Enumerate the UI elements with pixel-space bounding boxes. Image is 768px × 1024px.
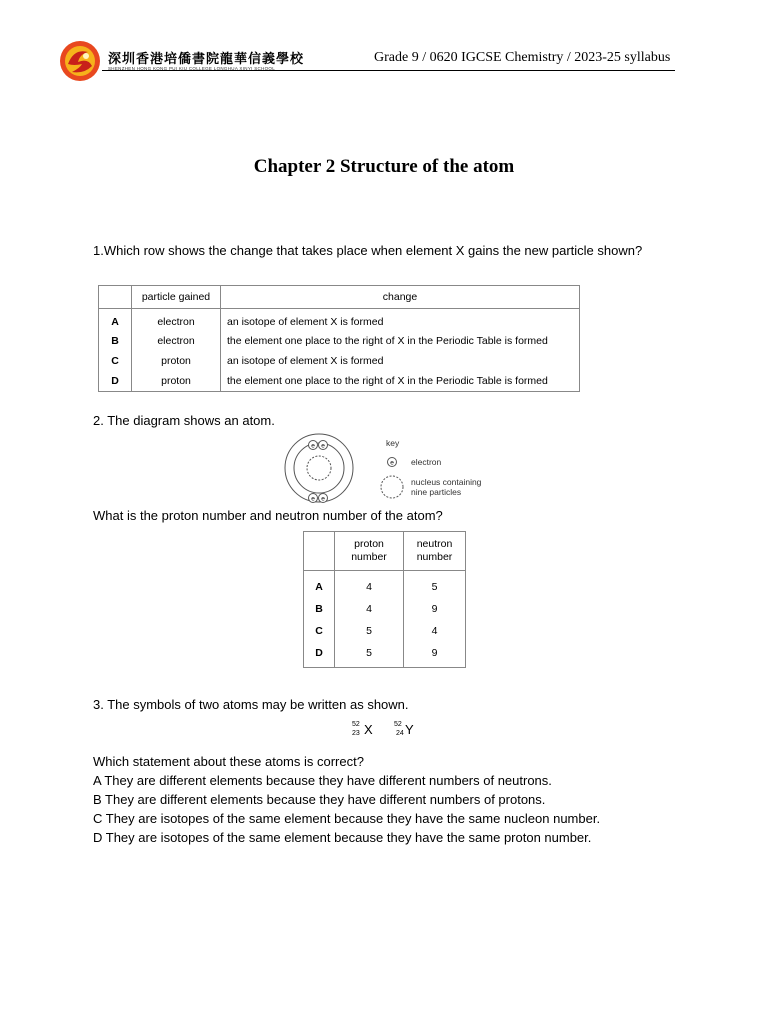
element-symbol: X <box>364 722 373 737</box>
table-header-proton: proton number <box>335 532 404 571</box>
inner-shell <box>294 443 344 493</box>
answer-option-a: A They are different elements because they have different numbers of neutrons. <box>93 773 552 788</box>
question-1-text: 1.Which row shows the change that takes place when element X gains the new particle shown? <box>93 243 643 258</box>
electron <box>319 441 328 450</box>
table-row <box>304 642 466 668</box>
question-2-text: 2. The diagram shows an atom. <box>93 413 275 428</box>
svg-text:e: e <box>390 459 394 467</box>
particle-cell: electron <box>132 331 221 351</box>
proton-cell: 4 <box>335 571 404 599</box>
svg-text:e: e <box>311 442 315 450</box>
neutron-cell: 9 <box>404 598 466 620</box>
svg-text:e: e <box>321 442 325 450</box>
change-cell: the element one place to the right of X in the Periodic Table is formed <box>221 371 580 392</box>
nuclide-symbol-x <box>352 721 376 741</box>
school-name-en: SHENZHEN HONG KONG PUI KIU COLLEGE LONGHUA XINYI SCHOOL <box>108 66 276 71</box>
school-name-cn: 深圳香港培僑書院龍華信義學校 <box>108 51 305 66</box>
key-electron-label: electron <box>411 457 442 467</box>
table-header-neutron: neutron number <box>404 532 466 571</box>
change-cell: an isotope of element X is formed <box>221 351 580 371</box>
option-key: A <box>304 571 335 599</box>
table-row <box>99 351 580 371</box>
option-key: D <box>304 642 335 668</box>
mass-number: 52 <box>352 721 360 728</box>
nuclide-symbol-y <box>394 721 418 741</box>
table-row <box>99 371 580 392</box>
option-key: C <box>99 351 132 371</box>
atomic-number: 24 <box>396 730 404 737</box>
key-electron-symbol <box>388 458 397 467</box>
table-row <box>304 598 466 620</box>
proton-cell: 5 <box>335 642 404 668</box>
option-key: B <box>304 598 335 620</box>
table-row <box>304 571 466 599</box>
option-key: C <box>304 620 335 642</box>
table-header-row <box>99 286 580 309</box>
question-3-prompt: Which statement about these atoms is correct? <box>93 754 364 769</box>
answer-option-c: C They are isotopes of the same element because they have the same nucleon number. <box>93 811 601 826</box>
neutron-cell: 9 <box>404 642 466 668</box>
svg-text:e: e <box>311 495 315 503</box>
table-row <box>99 309 580 332</box>
key-nucleus-symbol <box>381 476 403 498</box>
table-header-key <box>99 286 132 309</box>
course-header: Grade 9 / 0620 IGCSE Chemistry / 2023-25 syllabus <box>374 50 671 65</box>
nucleus <box>307 456 331 480</box>
change-cell: an isotope of element X is formed <box>221 309 580 332</box>
mass-number: 52 <box>394 721 402 728</box>
element-symbol: Y <box>405 722 414 737</box>
answer-option-b: B They are different elements because they have different numbers of protons. <box>93 792 546 807</box>
option-key: B <box>99 331 132 351</box>
neutron-cell: 4 <box>404 620 466 642</box>
answer-option-d: D They are isotopes of the same element because they have the same proton number. <box>93 830 592 845</box>
table-header-particle: particle gained <box>132 286 221 309</box>
proton-cell: 4 <box>335 598 404 620</box>
school-logo <box>58 40 102 82</box>
table-header-change: change <box>221 286 580 309</box>
electron <box>319 494 328 503</box>
particle-cell: electron <box>132 309 221 332</box>
question-1-table <box>98 285 580 392</box>
key-nucleus-label-line1: nucleus containing <box>411 477 482 487</box>
key-nucleus-label-line2: nine particles <box>411 487 462 497</box>
header-rule <box>102 70 675 71</box>
question-3-text: 3. The symbols of two atoms may be written as shown. <box>93 697 409 712</box>
electron <box>309 494 318 503</box>
neutron-cell: 5 <box>404 571 466 599</box>
svg-text:e: e <box>321 495 325 503</box>
change-cell: the element one place to the right of X in the Periodic Table is formed <box>221 331 580 351</box>
page-title: Chapter 2 Structure of the atom <box>253 156 515 177</box>
table-row <box>99 331 580 351</box>
table-header-row <box>304 532 466 571</box>
question-2-table <box>303 531 466 668</box>
electron <box>309 441 318 450</box>
atom-diagram <box>280 432 500 506</box>
option-key: D <box>99 371 132 392</box>
atomic-number: 23 <box>352 730 360 737</box>
table-row <box>304 620 466 642</box>
proton-cell: 5 <box>335 620 404 642</box>
particle-cell: proton <box>132 371 221 392</box>
particle-cell: proton <box>132 351 221 371</box>
table-header-key <box>304 532 335 571</box>
key-title: key <box>386 438 400 448</box>
question-2-prompt: What is the proton number and neutron number of the atom? <box>93 508 443 523</box>
option-key: A <box>99 309 132 332</box>
